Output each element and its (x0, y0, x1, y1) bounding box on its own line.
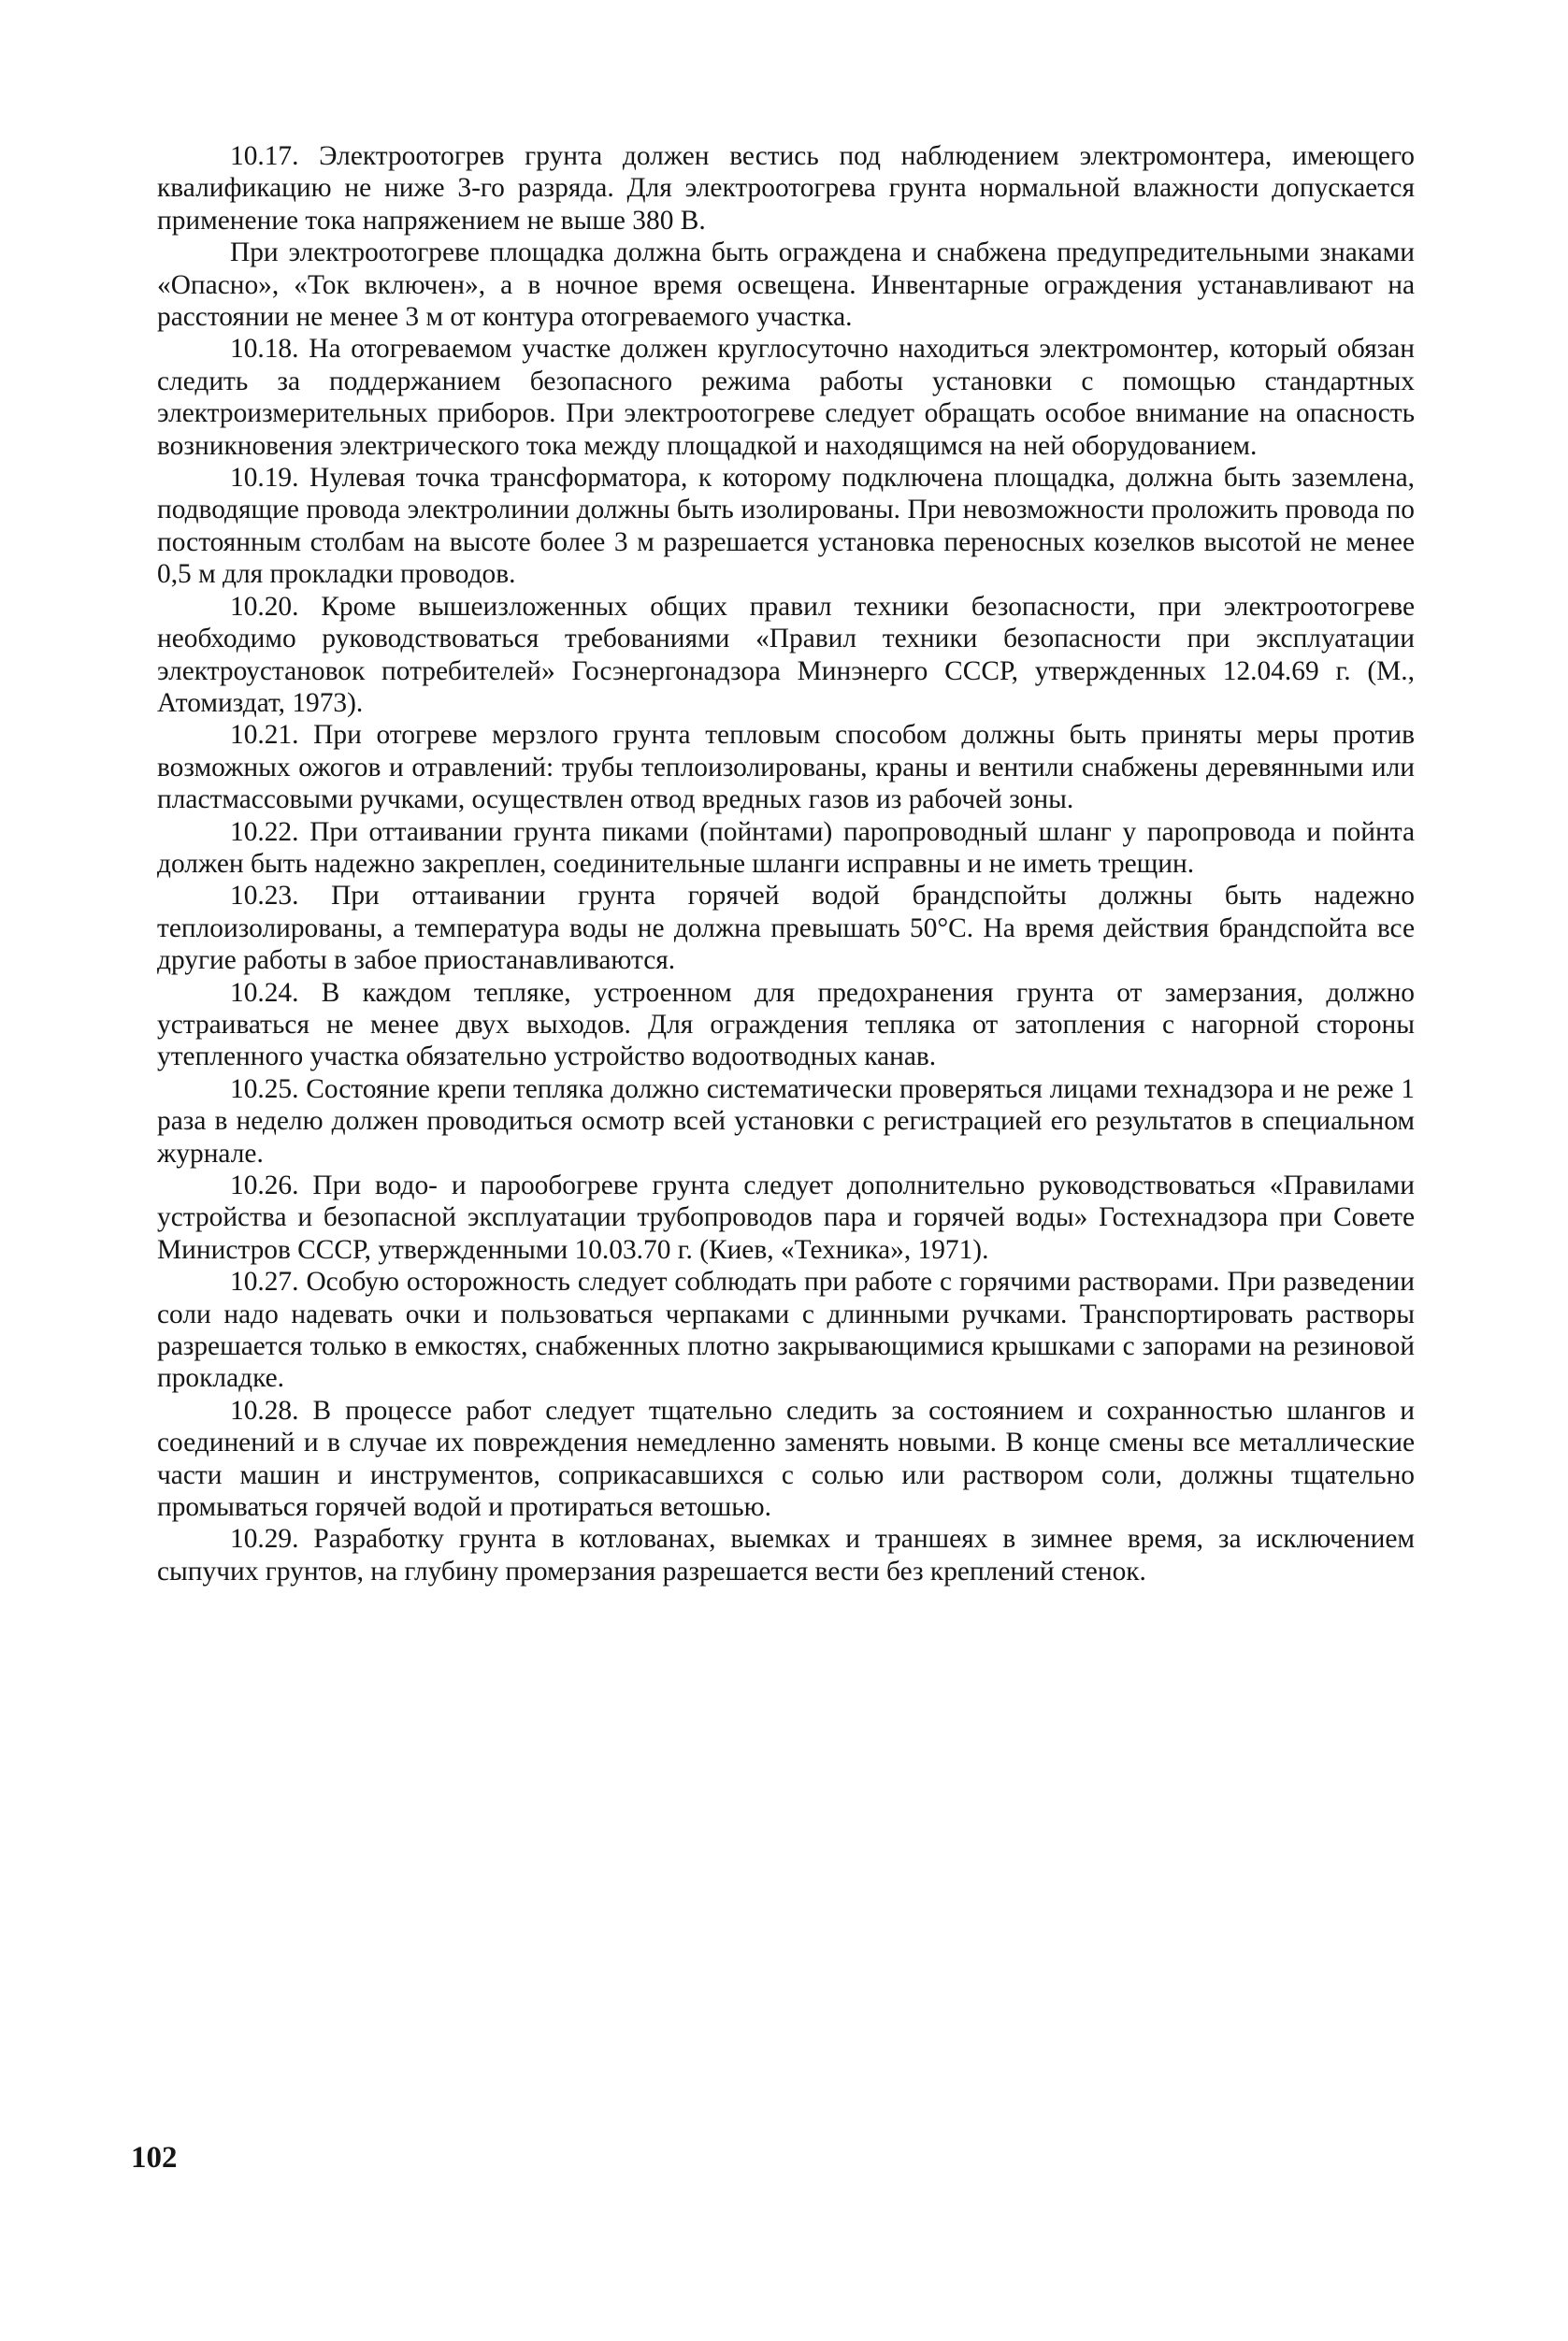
paragraph-10-18: 10.18. На отогреваемом участке должен круглосуточно находиться электромонтер, который обязан следить за поддержанием безопасного режима работы установки с помощью стандартных электроизмерительных приборов. При электроотогреве следует обращать особое внимание на опасность возникновения электрического тока между площадкой и находящимся на ней оборудованием. (157, 334, 1415, 461)
paragraph-10-26: 10.26. При водо- и парообогреве грунта следует дополнительно руководствоваться «Правилами устройства и безопасной эксплуатации трубопроводов пара и горячей воды» Гостехнадзора при Совете Министров СССР, утвержденными 10.03.70 г. (Киев, «Техника», 1971). (157, 1170, 1415, 1265)
paragraph-10-20: 10.20. Кроме вышеизложенных общих правил техники безопасности, при электроотогреве необходимо руководствоваться требованиями «Правил техники безопасности при эксплуатации электроустановок потребителей» Госэнергонадзора Минэнерго СССР, утвержденных 12.04.69 г. (М., Атомиздат, 1973). (157, 591, 1415, 718)
paragraph-10-23: 10.23. При оттаивании грунта горячей водой брандспойты должны быть надежно теплоизолированы, а температура воды не должна превышать 50°С. На время действия брандспойта все другие работы в забое приостанавливаются. (157, 881, 1415, 976)
paragraph-10-29: 10.29. Разработку грунта в котлованах, выемках и траншеях в зимнее время, за исключением сыпучих грунтов, на глубину промерзания разрешается вести без креплений стенок. (157, 1524, 1415, 1587)
page-body (157, 140, 1415, 1587)
paragraph-10-21: 10.21. При отогреве мерзлого грунта тепловым способом должны быть приняты меры против возможных ожогов и отравлений: трубы теплоизолированы, краны и вентили снабжены деревянными или пластмассовыми ручками, осуществлен отвод вредных газов из рабочей зоны. (157, 720, 1415, 815)
paragraph-10-27: 10.27. Особую осторожность следует соблюдать при работе с горячими растворами. При разведении соли надо надевать очки и пользоваться черпаками с длинными ручками. Транспортировать растворы разрешается только в емкостях, снабженных плотно закрывающимися крышками с запорами на резиновой прокладке. (157, 1267, 1415, 1394)
paragraph-10-24: 10.24. В каждом тепляке, устроенном для предохранения грунта от замерзания, должно устраиваться не менее двух выходов. Для ограждения тепляка от затопления с нагорной стороны утепленного участка обязательно устройство водоотводных канав. (157, 977, 1415, 1072)
paragraph-10-19: 10.19. Нулевая точка трансформатора, к которому подключена площадка, должна быть заземлена, подводящие провода электролинии должны быть изолированы. При невозможности проложить провода по постоянным столбам на высоте более 3 м разрешается установка переносных козелков высотой не менее 0,5 м для прокладки проводов. (157, 463, 1415, 590)
paragraph-10-25: 10.25. Состояние крепи тепляка должно систематически проверяться лицами технадзора и не реже 1 раза в неделю должен проводиться осмотр всей установки с регистрацией его результатов в специальном журнале. (157, 1073, 1415, 1169)
page-number: 102 (131, 2141, 178, 2175)
paragraph-10-22: 10.22. При оттаивании грунта пиками (пойнтами) паропроводный шланг у паропровода и пойнта должен быть надежно закреплен, соединительные шланги исправны и не иметь трещин. (157, 816, 1415, 879)
paragraph-10-17: 10.17. Электроотогрев грунта должен вестись под наблюдением электромонтера, имеющего квалификацию не ниже 3-го разряда. Для электроотогрева грунта нормальной влажности допускается применение тока напряжением не выше 380 В. (157, 141, 1415, 236)
paragraph-10-17-fencing: При электроотогреве площадка должна быть ограждена и снабжена предупредительными знаками «Опасно», «Ток включен», а в ночное время освещена. Инвентарные ограждения устанавливают на расстоянии не менее 3 м от контура отогреваемого участка. (157, 237, 1415, 333)
paragraph-10-28: 10.28. В процессе работ следует тщательно следить за состоянием и сохранностью шлангов и соединений и в случае их повреждения немедленно заменять новыми. В конце смены все металлические части машин и инструментов, соприкасавшихся с солью или раствором соли, должны тщательно промываться горячей водой и протираться ветошью. (157, 1395, 1415, 1523)
